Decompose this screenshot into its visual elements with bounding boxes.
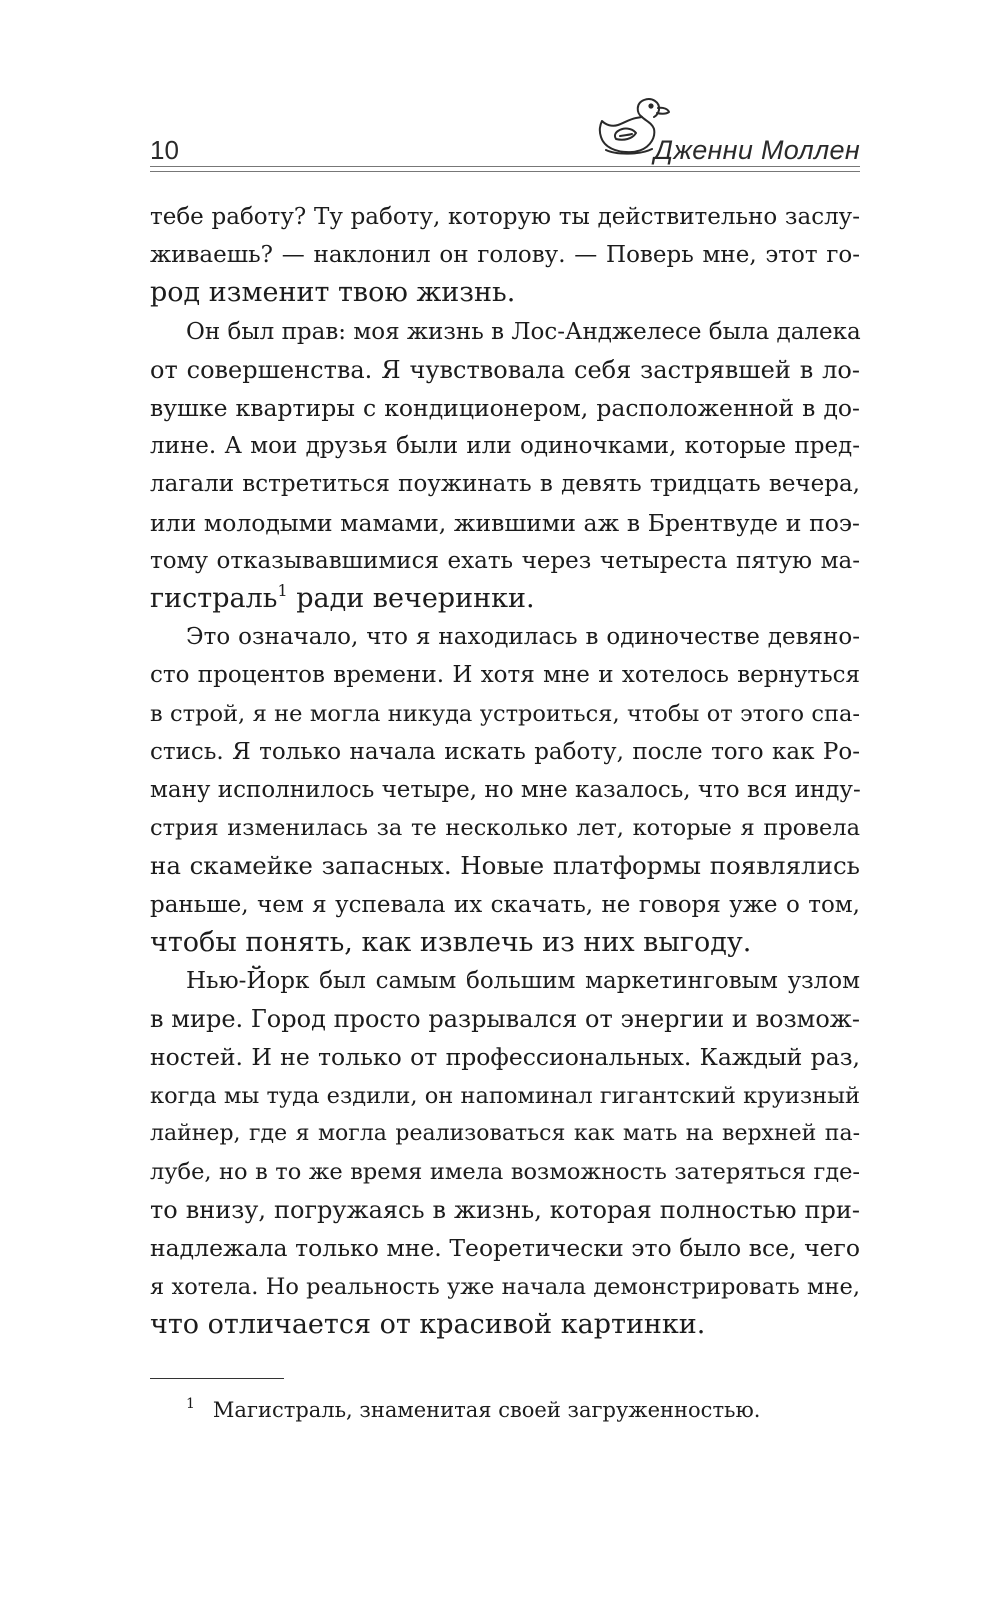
text-segment: ради вечеринки.	[287, 583, 535, 615]
paragraph	[150, 962, 860, 1344]
text-line: стрия изменилась за те несколько лет, которые я провела	[150, 815, 860, 842]
text-line: когда мы туда ездили, он напоминал гигантский круизный	[150, 1082, 860, 1109]
page-number: 10	[150, 135, 179, 165]
paragraph	[150, 618, 860, 962]
body-text	[150, 198, 860, 1344]
text-line: я хотела. Но реальность уже начала демонстрировать мне,	[150, 1273, 860, 1300]
text-line: тебе работу? Ту работу, которую ты действительно заслу-	[150, 204, 860, 230]
text-line: от совершенства. Я чувствовала себя застрявшей в ло-	[150, 355, 860, 384]
footnote-separator	[150, 1378, 284, 1379]
header-rule	[150, 166, 860, 167]
text-line: Это означало, что я находилась в одиночестве девяно-	[186, 624, 860, 651]
paragraph	[150, 198, 860, 313]
text-line: то внизу, погружаясь в жизнь, которая полностью при-	[150, 1196, 860, 1225]
header-rule	[150, 171, 860, 172]
running-header	[150, 95, 860, 175]
text-line: род изменит твою жизнь.	[150, 277, 516, 309]
text-line: раньше, чем я успевала их скачать, не говоря уже о том,	[150, 891, 860, 918]
text-line: ностей. И не только от профессиональных. Каждый раз,	[150, 1043, 860, 1072]
footnote-reference[interactable]: 1	[277, 581, 288, 601]
text-line: тому отказывавшимися ехать через четыреста пятую ма-	[150, 547, 860, 574]
footnote-number: 1	[186, 1396, 195, 1412]
footnote	[186, 1388, 866, 1426]
text-line: лайнер, где я могла реализоваться как мать на верхней па-	[150, 1120, 860, 1146]
text-line: лубе, но в то же время имела возможность затеряться где-	[150, 1159, 860, 1186]
text-line: лине. А мои друзья были или одиночками, которые пред-	[150, 433, 860, 460]
text-line: ману исполнилось четыре, но мне казалось, что вся инду-	[150, 777, 861, 804]
text-line: сто процентов времени. И хотя мне и хотелось вернуться	[150, 662, 860, 689]
text-line: лагали встретиться поужинать в девять тридцать вечера,	[150, 471, 860, 498]
text-line: или молодыми мамами, жившими аж в Брентвуде и поэ-	[150, 508, 860, 537]
text-line: в строй, я не могла никуда устроиться, чтобы от этого спа-	[150, 700, 860, 727]
text-line: Он был прав: моя жизнь в Лос-Анджелесе была далека	[186, 318, 861, 345]
text-segment: гистраль	[150, 583, 278, 615]
text-line: вушке квартиры с кондиционером, расположенной в до-	[150, 394, 860, 423]
text-line: в мире. Город просто разрывался от энергии и возмож-	[150, 1005, 860, 1034]
footnote-text: Магистраль, знаменитая своей загруженностью.	[212, 1398, 761, 1422]
text-line-with-footnote	[150, 580, 860, 618]
text-line: чтобы понять, как извлечь из них выгоду.	[150, 926, 752, 958]
text-line: живаешь? — наклонил он голову. — Поверь мне, этот го-	[150, 242, 860, 269]
author-name: Дженни Моллен	[654, 135, 860, 165]
text-line: надлежала только мне. Теоретически это было все, чего	[150, 1234, 860, 1263]
paragraph	[150, 313, 860, 619]
text-line: на скамейке запасных. Новые платформы появлялись	[150, 851, 860, 881]
text-line: Нью-Йорк был самым большим маркетинговым узлом	[186, 968, 860, 995]
text-line: стись. Я только начала искать работу, после того как Ро-	[150, 738, 860, 765]
text-line: что отличается от красивой картинки.	[150, 1308, 706, 1340]
